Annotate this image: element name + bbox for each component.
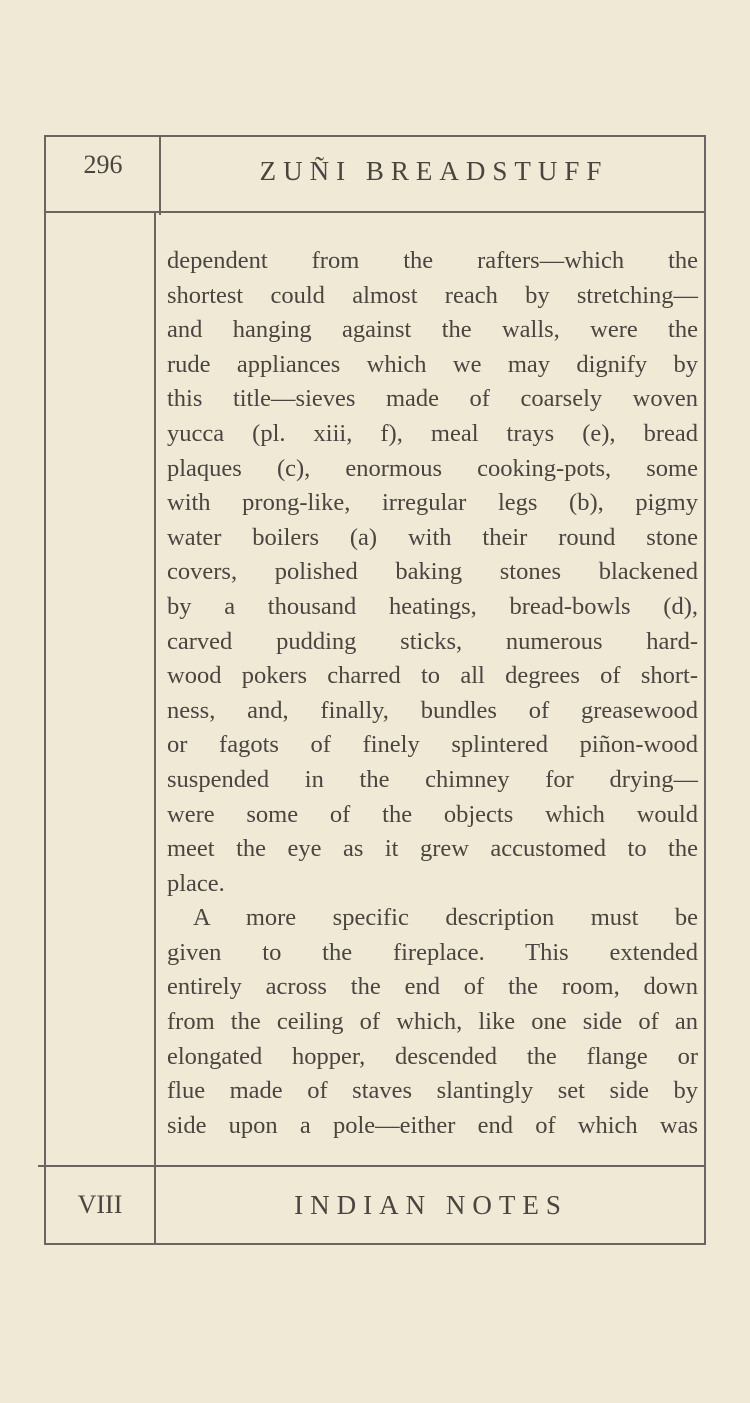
text-line: rude appliances which we may dignify by bbox=[167, 350, 698, 378]
text-line: entirely across the end of the room, down bbox=[167, 973, 698, 1001]
text-line: covers, polished baking stones blackened bbox=[167, 558, 698, 586]
text-line: and hanging against the walls, were the bbox=[167, 316, 698, 344]
text-line: given to the fireplace. This extended bbox=[167, 938, 698, 966]
text-line: from the ceiling of which, like one side of an bbox=[167, 1008, 698, 1036]
running-title: ZUÑI BREADSTUFF bbox=[259, 156, 609, 186]
text-line: place. bbox=[167, 869, 225, 897]
text-line: by a thousand heatings, bread-bowls (d), bbox=[167, 592, 698, 620]
footer-rule bbox=[38, 1165, 706, 1167]
margin-divider bbox=[154, 213, 156, 1245]
text-line: yucca (pl. xiii, f), meal trays (e), bread bbox=[167, 419, 698, 447]
text-line: suspended in the chimney for drying— bbox=[167, 765, 698, 793]
header-rule bbox=[44, 211, 706, 213]
text-line: wood pokers charred to all degrees of short- bbox=[167, 662, 698, 690]
text-line: meet the eye as it grew accustomed to the bbox=[167, 835, 698, 863]
body-text bbox=[167, 244, 698, 1143]
text-line: water boilers (a) with their round stone bbox=[167, 523, 698, 551]
text-line: were some of the objects which would bbox=[167, 800, 698, 828]
text-line: dependent from the rafters—which the bbox=[167, 247, 698, 274]
text-line: side upon a pole—either end of which was bbox=[167, 1111, 698, 1139]
text-line: ness, and, finally, bundles of greasewood bbox=[167, 696, 698, 724]
text-line: elongated hopper, descended the flange or bbox=[167, 1042, 698, 1070]
text-line: A more specific description must be bbox=[193, 904, 698, 932]
text-line: with prong-like, irregular legs (b), pigmy bbox=[167, 489, 698, 517]
text-line: plaques (c), enormous cooking-pots, some bbox=[167, 454, 698, 482]
text-line: this title—sieves made of coarsely woven bbox=[167, 385, 698, 413]
text-line: or fagots of finely splintered piñon-wood bbox=[167, 731, 698, 759]
text-line: flue made of staves slantingly set side by bbox=[167, 1077, 698, 1105]
series-title: INDIAN NOTES bbox=[294, 1190, 568, 1220]
page-number: 296 bbox=[83, 150, 123, 179]
text-line: shortest could almost reach by stretching— bbox=[167, 281, 698, 309]
text-line: carved pudding sticks, numerous hard- bbox=[167, 627, 698, 655]
volume-number: VIII bbox=[77, 1190, 123, 1219]
